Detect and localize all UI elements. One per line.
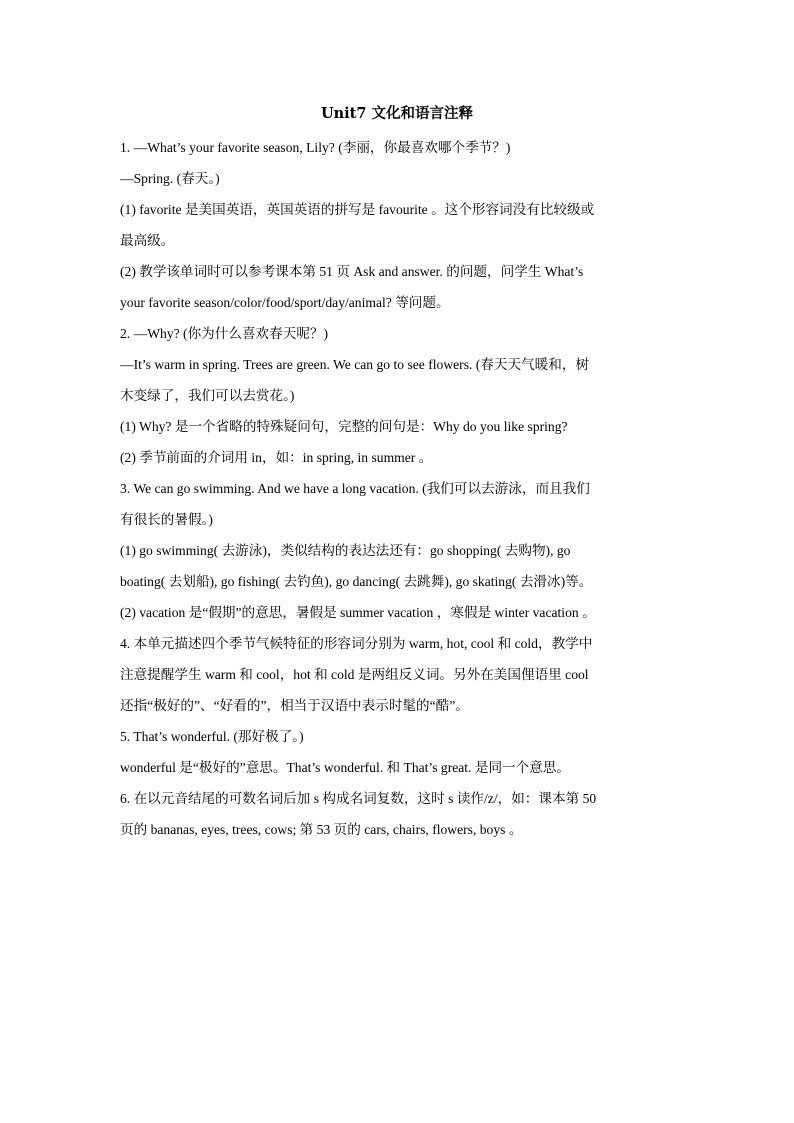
text-line: (2) 教学该单词时可以参考课本第 51 页 Ask and answer. 的问题，问学生 What’s — [120, 264, 584, 279]
text-line: 还指“极好的”、“好看的”，相当于汉语中表示时髦的“酷”。 — [120, 698, 469, 713]
text-line: (1) Why? 是一个省略的特殊疑问句，完整的问句是：Why do you like spring? — [120, 419, 568, 434]
text-line: 最高级。 — [120, 233, 175, 248]
text-line: 1. —What’s your favorite season, Lily? (李丽，你最喜欢哪个季节？) — [120, 140, 511, 155]
text-line: (1) go swimming( 去游泳)，类似结构的表达法还有：go shopping( 去购物), go — [120, 543, 571, 558]
text-line: (1) favorite 是美国英语，英国英语的拼写是 favourite 。这个形容词没有比较级或 — [120, 202, 595, 217]
document-title: Unit7 文化和语言注释 — [320, 105, 474, 122]
text-line: wonderful 是“极好的”意思。That’s wonderful. 和 That’s great. 是同一个意思。 — [120, 760, 571, 775]
text-line: 3. We can go swimming. And we have a long vacation. (我们可以去游泳，而且我们 — [120, 481, 590, 496]
text-line: 6. 在以元音结尾的可数名词后加 s 构成名词复数，这时 s 读作/z/，如：课本第 50 — [120, 791, 597, 806]
text-line: —It’s warm in spring. Trees are green. We can go to see flowers. (春天天气暖和，树 — [120, 357, 590, 372]
text-line: —Spring. (春天。) — [120, 171, 220, 186]
text-line: 木变绿了，我们可以去赏花。) — [120, 388, 295, 403]
text-line: boating( 去划船), go fishing( 去钓鱼), go dancing( 去跳舞), go skating( 去滑冰)等。 — [120, 574, 593, 589]
text-line: 2. —Why? (你为什么喜欢春天呢？) — [120, 326, 329, 341]
text-line: (2) 季节前面的介词用 in，如：in spring, in summer 。 — [120, 450, 433, 465]
text-line: 页的 bananas, eyes, trees, cows; 第 53 页的 cars, chairs, flowers, boys 。 — [120, 822, 523, 837]
text-line: 有很长的暑假。) — [120, 512, 213, 527]
text-line: your favorite season/color/food/sport/day/animal? 等问题。 — [120, 295, 450, 310]
text-line: 注意提醒学生 warm 和 cool，hot 和 cold 是两组反义词。另外在美国俚语里 cool — [120, 667, 589, 682]
text-line: 5. That’s wonderful. (那好极了。) — [120, 729, 304, 744]
document-body — [120, 132, 676, 845]
text-line: 4. 本单元描述四个季节气候特征的形容词分别为 warm, hot, cool 和 cold，教学中 — [120, 636, 593, 651]
text-line: (2) vacation 是“假期”的意思，暑假是 summer vacation ，寒假是 winter vacation 。 — [120, 605, 596, 620]
